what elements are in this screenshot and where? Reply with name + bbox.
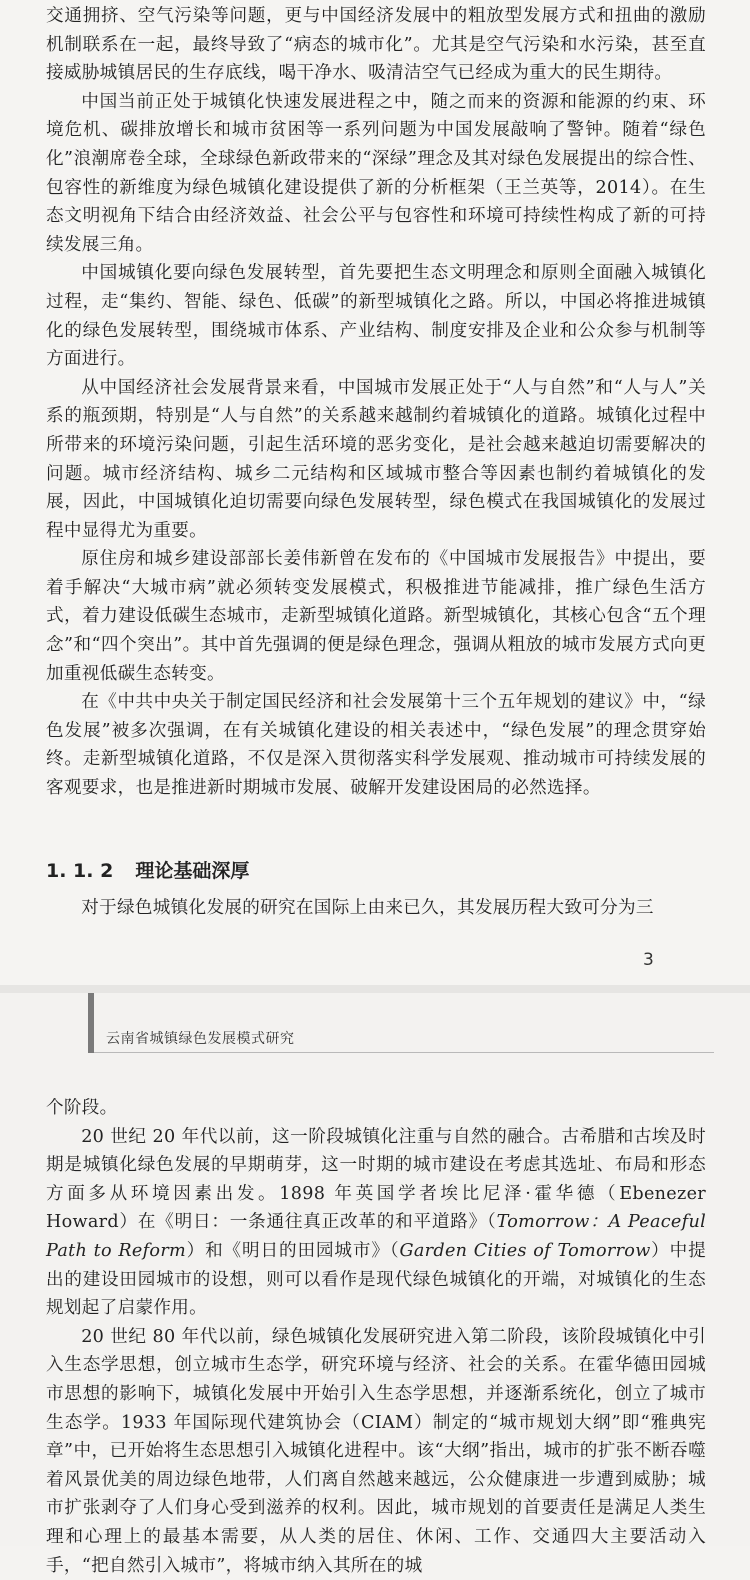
paragraph — [46, 1123, 706, 1323]
page-gap — [0, 985, 750, 993]
paragraph: 个阶段。 — [46, 1098, 118, 1118]
page-number: 3 — [643, 950, 654, 970]
top-page-last-paragraph — [46, 894, 706, 923]
paragraph: 交通拥挤、空气污染等问题，更与中国经济发展中的粗放型发展方式和扭曲的激励机制联系在一起，最终导致了“病态的城市化”。尤其是空气污染和水污染，甚至直接威胁城镇居民的生存底线，喝干净水、吸清洁空气已经成为重大的民生期待。 — [46, 6, 706, 84]
header-rule — [94, 1052, 714, 1053]
paragraph: 对于绿色城镇化发展的研究在国际上由来已久，其发展历程大致可分为三 — [81, 898, 654, 918]
section-number: 1. 1. 2 — [46, 860, 114, 882]
paragraph: 从中国经济社会发展背景来看，中国城市发展正处于“人与自然”和“人与人”关系的瓶颈期，特别是“人与自然”的关系越来越制约着城镇化的道路。城镇化过程中所带来的环境污染问题，引起生活环境的恶劣变化，是社会越来越迫切需要解决的问题。城市经济结构、城乡二元结构和区域城市整合等因素也制约着城镇化的发展，因此，中国城镇化迫切需要向绿色发展转型，绿色模式在我国城镇化的发展过程中显得尤为重要。 — [46, 377, 706, 541]
section-heading — [46, 854, 249, 888]
paragraph: 在《中共中央关于制定国民经济和社会发展第十三个五年规划的建议》中，“绿色发展”被多次强调，在有关城镇化建设的相关表述中，“绿色发展”的理念贯穿始终。走新型城镇化道路，不仅是深入贯彻落实科学发展观、推动城市可持续发展的客观要求，也是推进新时期城市发展、破解开发建设困局的必然选择。 — [46, 692, 706, 799]
section-title: 理论基础深厚 — [135, 860, 250, 882]
bottom-page-body — [46, 1094, 706, 1580]
header-accent-bar — [88, 993, 94, 1053]
paragraph: 原住房和城乡建设部部长姜伟新曾在发布的《中国城市发展报告》中提出，要着手解决“大城市病”就必须转变发展模式，积极推进节能减排，推广绿色生活方式，着力建设低碳生态城市，走新型城镇化道路。新型城镇化，其核心包含“五个理念”和“四个突出”。其中首先强调的便是绿色理念，强调从粗放的城市发展方式向更加重视低碳生态转变。 — [46, 549, 706, 684]
italic-title: Garden Cities of Tomorrow — [399, 1240, 651, 1261]
italic-title: Tomorrow：A Peaceful Path to Reform — [46, 1212, 706, 1261]
paragraph: 20 世纪 80 年代以前，绿色城镇化发展研究进入第二阶段，该阶段城镇化中引入生态学思想，创立城市生态学，研究环境与经济、社会的关系。在霍华德田园城市思想的影响下，城镇化发展中开始引入生态学思想，并逐渐系统化，创立了城市生态学。1933 年国际现代建筑协会（CIAM）制定的“城市规划大纲”即“雅典宪章”中，已开始将生态思想引入城镇化进程中。该“大纲”指出，城市的扩张不断吞噬着风景优美的周边绿色地带，人们离自然越来越远，公众健康进一步遭到威胁；城市扩张剥夺了人们身心受到滋养的权利。因此，城市规划的首要责任是满足人类生理和心理上的最基本需要，从人类的居住、休闲、工作、交通四大主要活动入手，“把自然引入城市”，将城市纳入其所在的城 — [46, 1326, 706, 1576]
paragraph: 中国城镇化要向绿色发展转型，首先要把生态文明理念和原则全面融入城镇化过程，走“集约、智能、绿色、低碳”的新型城镇化之路。所以，中国必将推进城镇化的绿色发展转型，围绕城市体系、产业结构、制度安排及企业和公众参与机制等方面进行。 — [46, 263, 706, 370]
paragraph: 中国当前正处于城镇化快速发展进程之中，随之而来的资源和能源的约束、环境危机、碳排放增长和城市贫困等一系列问题为中国发展敲响了警钟。随着“绿色化”浪潮席卷全球，全球绿色新政带来的“深绿”理念及其对绿色发展提出的综合性、包容性的新维度为绿色城镇化建设提供了新的分析框架（王兰英等，2014）。在生态文明视角下结合由经济效益、社会公平与包容性和环境可持续性构成了新的可持续发展三角。 — [46, 91, 706, 255]
top-page-body — [46, 2, 706, 803]
text-run: ）和《明日的田园城市》（ — [186, 1240, 400, 1261]
running-header: 云南省城镇绿色发展模式研究 — [106, 1031, 295, 1047]
text-run: ）中提出的建设田园城市的设想，则可以看作是现代绿色城镇化的开端，对城镇化的生态规划起了启蒙作用。 — [46, 1240, 706, 1319]
text-run: 20 世纪 20 年代以前，这一阶段城镇化注重与自然的融合。古希腊和古埃及时期是城镇化绿色发展的早期萌芽，这一时期的城市建设在考虑其选址、布局和形态方面多从环境因素出发。1898 年英国学者埃比尼泽·霍华德（Ebenezer Howard）在《明日：一条通往真正改革的和平道路》（ — [46, 1126, 706, 1233]
